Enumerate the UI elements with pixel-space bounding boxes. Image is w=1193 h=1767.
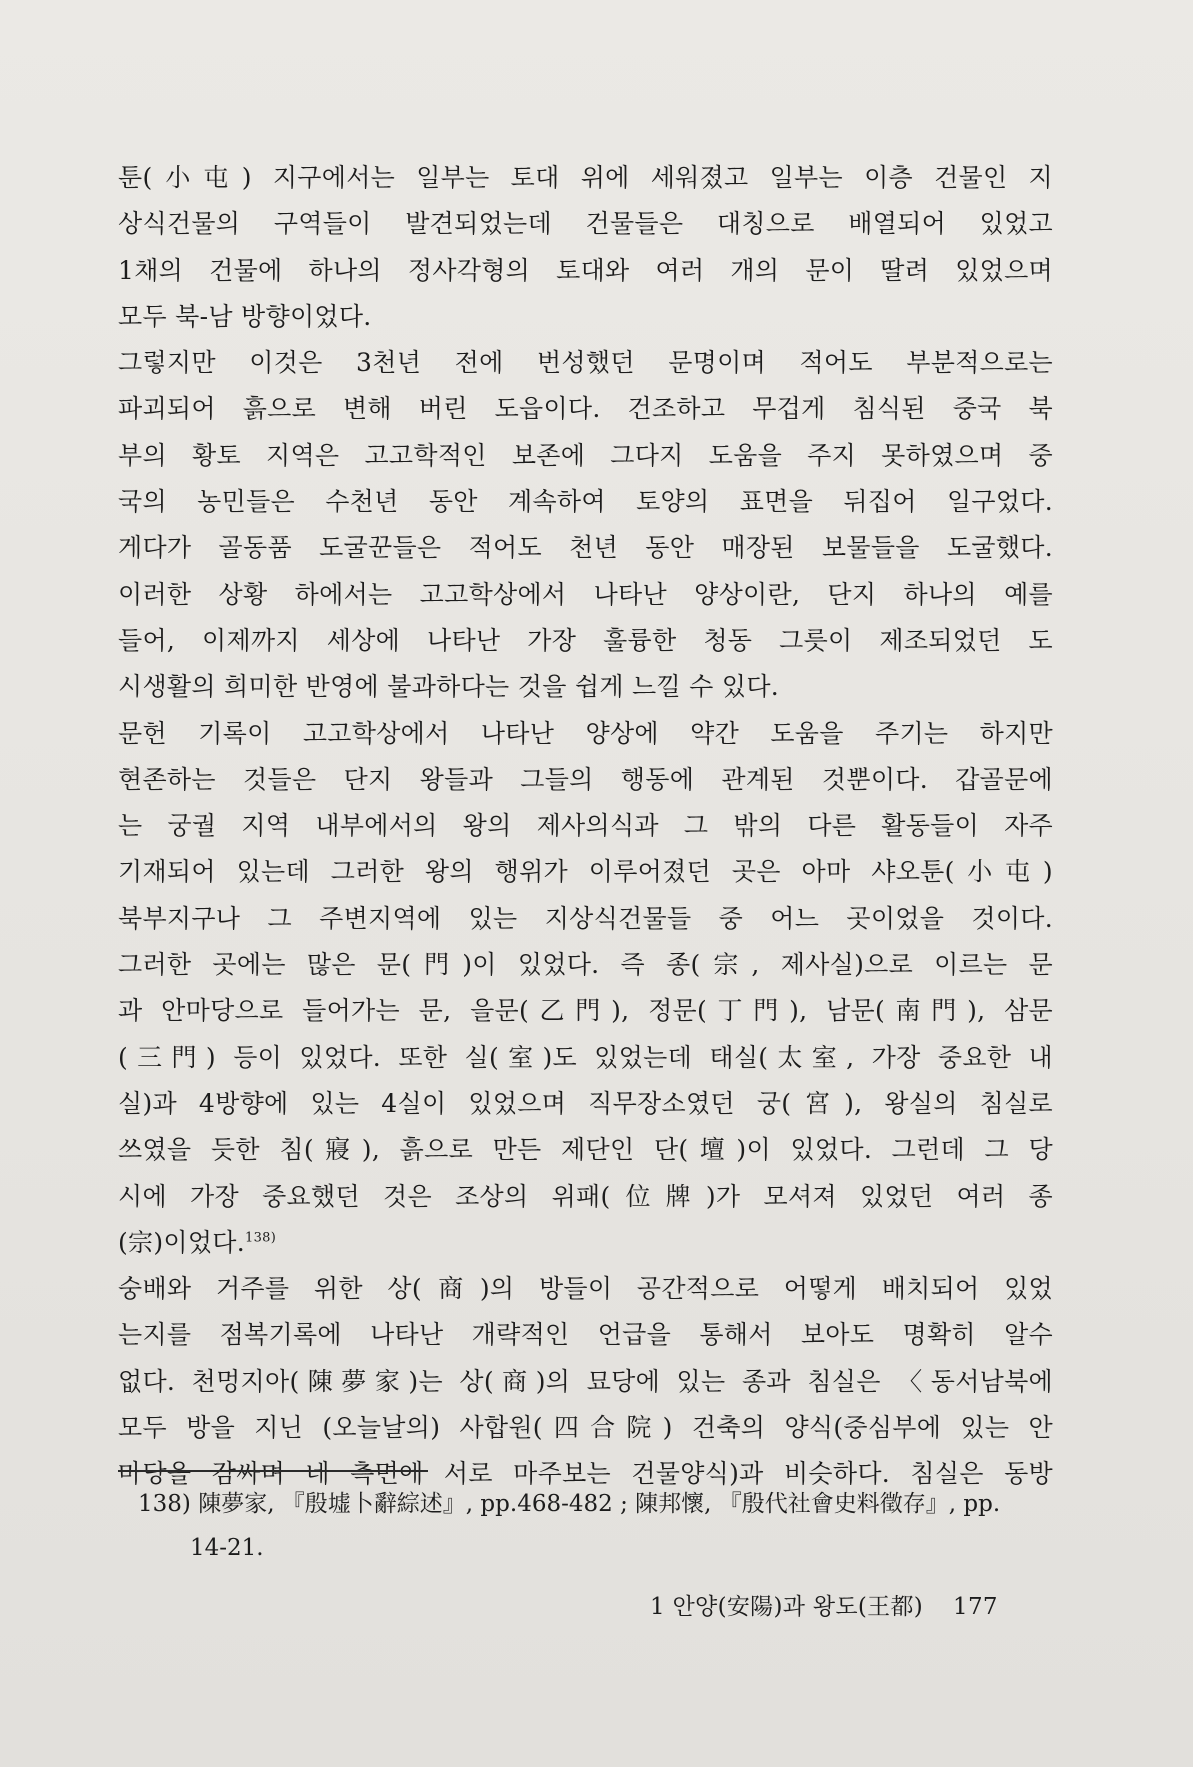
section-title: 1 안양(安陽)과 왕도(王都): [650, 1594, 924, 1620]
paragraph-2: [118, 340, 1053, 710]
text-line: 이러한 상황 하에서는 고고학상에서 나타난 양상이란, 단지 하나의 예를: [118, 579, 1053, 609]
text-line: 문헌 기록이 고고학상에서 나타난 양상에 약간 도움을 주기는 하지만: [118, 718, 1053, 748]
paragraph-3: [118, 711, 1053, 1267]
body-text: [118, 155, 1053, 1498]
text-line: 마당을 감싸며 네 측면에 서로 마주보는 건물양식)과 비슷하다. 침실은 동방: [118, 1459, 1053, 1489]
text-line: 과 안마당으로 들어가는 문, 을문(乙門), 정문(丁門), 남문(南門), 삼문: [118, 996, 1053, 1026]
text-line: 툰(小屯) 지구에서는 일부는 토대 위에 세워졌고 일부는 이층 건물인 지: [118, 163, 1053, 192]
footnote-divider: [118, 1470, 428, 1472]
footnote-number: 138): [138, 1491, 191, 1517]
text-line: 는지를 점복기록에 나타난 개략적인 언급을 통해서 보아도 명확히 알수: [118, 1320, 1053, 1350]
text-line: 상식건물의 구역들이 발견되었는데 건물들은 대칭으로 배열되어 있었고: [118, 209, 1053, 239]
text-line: 숭배와 거주를 위한 상(商)의 방들이 공간적으로 어떻게 배치되어 있었: [118, 1274, 1053, 1304]
text-line: (三門) 등이 있었다. 또한 실(室)도 있었는데 태실(太室, 가장 중요한 내: [118, 1042, 1053, 1072]
text-line: 파괴되어 흙으로 변해 버린 도읍이다. 건조하고 무겁게 침식된 중국 북: [118, 394, 1053, 424]
text-line: 기재되어 있는데 그러한 왕의 행위가 이루어졌던 곳은 아마 샤오툰(小屯): [118, 857, 1053, 887]
text-line-with-footnote: [118, 1220, 1053, 1266]
text-line: 현존하는 것들은 단지 왕들과 그들의 행동에 관계된 것뿐이다. 갑골문에: [118, 764, 1053, 794]
paragraph-4: [118, 1266, 1053, 1497]
text-line-content: (宗)이었다.: [118, 1227, 246, 1257]
text-line: 없다. 천멍지아(陳夢家)는 상(商)의 묘당에 있는 종과 침실은 〈동서남북에: [118, 1366, 1053, 1396]
running-footer: [650, 1588, 998, 1621]
footnote-text: 陳夢家, 『殷墟卜辭綜述』, pp.468-482 ; 陳邦懷, 『殷代社會史料徵存』, pp.: [198, 1491, 1001, 1517]
text-line: 게다가 골동품 도굴꾼들은 적어도 천년 동안 매장된 보물들을 도굴했다.: [118, 533, 1053, 563]
footnote-line-2: 14-21.: [190, 1535, 264, 1561]
text-line: 쓰였을 듯한 침(寢), 흙으로 만든 제단인 단(壇)이 있었다. 그런데 그 당: [118, 1135, 1053, 1165]
text-line: 부의 황토 지역은 고고학적인 보존에 그다지 도움을 주지 못하였으며 중: [118, 440, 1053, 470]
text-line: 국의 농민들은 수천년 동안 계속하여 토양의 표면을 뒤집어 일구었다.: [118, 487, 1053, 517]
text-line: 들어, 이제까지 세상에 나타난 가장 훌륭한 청동 그릇이 제조되었던 도: [118, 625, 1053, 655]
text-line: 시생활의 희미한 반영에 불과하다는 것을 쉽게 느낄 수 있다.: [118, 672, 780, 702]
text-line: 시에 가장 중요했던 것은 조상의 위패(位牌)가 모셔져 있었던 여러 종: [118, 1181, 1053, 1211]
text-line: 1채의 건물에 하나의 정사각형의 토대와 여러 개의 문이 딸려 있었으며: [118, 255, 1053, 285]
text-line: 그렇지만 이것은 3천년 전에 번성했던 문명이며 적어도 부분적으로는: [118, 348, 1053, 378]
text-line: 모두 방을 지닌 (오늘날의) 사합원(四合院) 건축의 양식(중심부에 있는 안: [118, 1413, 1053, 1443]
footnote-reference[interactable]: 138): [245, 1230, 277, 1246]
text-line: 북부지구나 그 주변지역에 있는 지상식건물들 중 어느 곳이었을 것이다.: [118, 903, 1053, 933]
footnote: [138, 1482, 1058, 1570]
paragraph-1: [118, 155, 1053, 340]
text-line: 그러한 곳에는 많은 문(門)이 있었다. 즉 종(宗, 제사실)으로 이르는 문: [118, 950, 1053, 980]
footnote-line-1: [138, 1482, 1058, 1526]
text-line: 실)과 4방향에 있는 4실이 있었으며 직무장소였던 궁(宮), 왕실의 침실로: [118, 1088, 1053, 1118]
text-line: 모두 북-남 방향이었다.: [118, 301, 372, 331]
page-number: 177: [953, 1594, 998, 1620]
text-line: 는 궁궐 지역 내부에서의 왕의 제사의식과 그 밖의 다른 활동들이 자주: [118, 811, 1053, 841]
